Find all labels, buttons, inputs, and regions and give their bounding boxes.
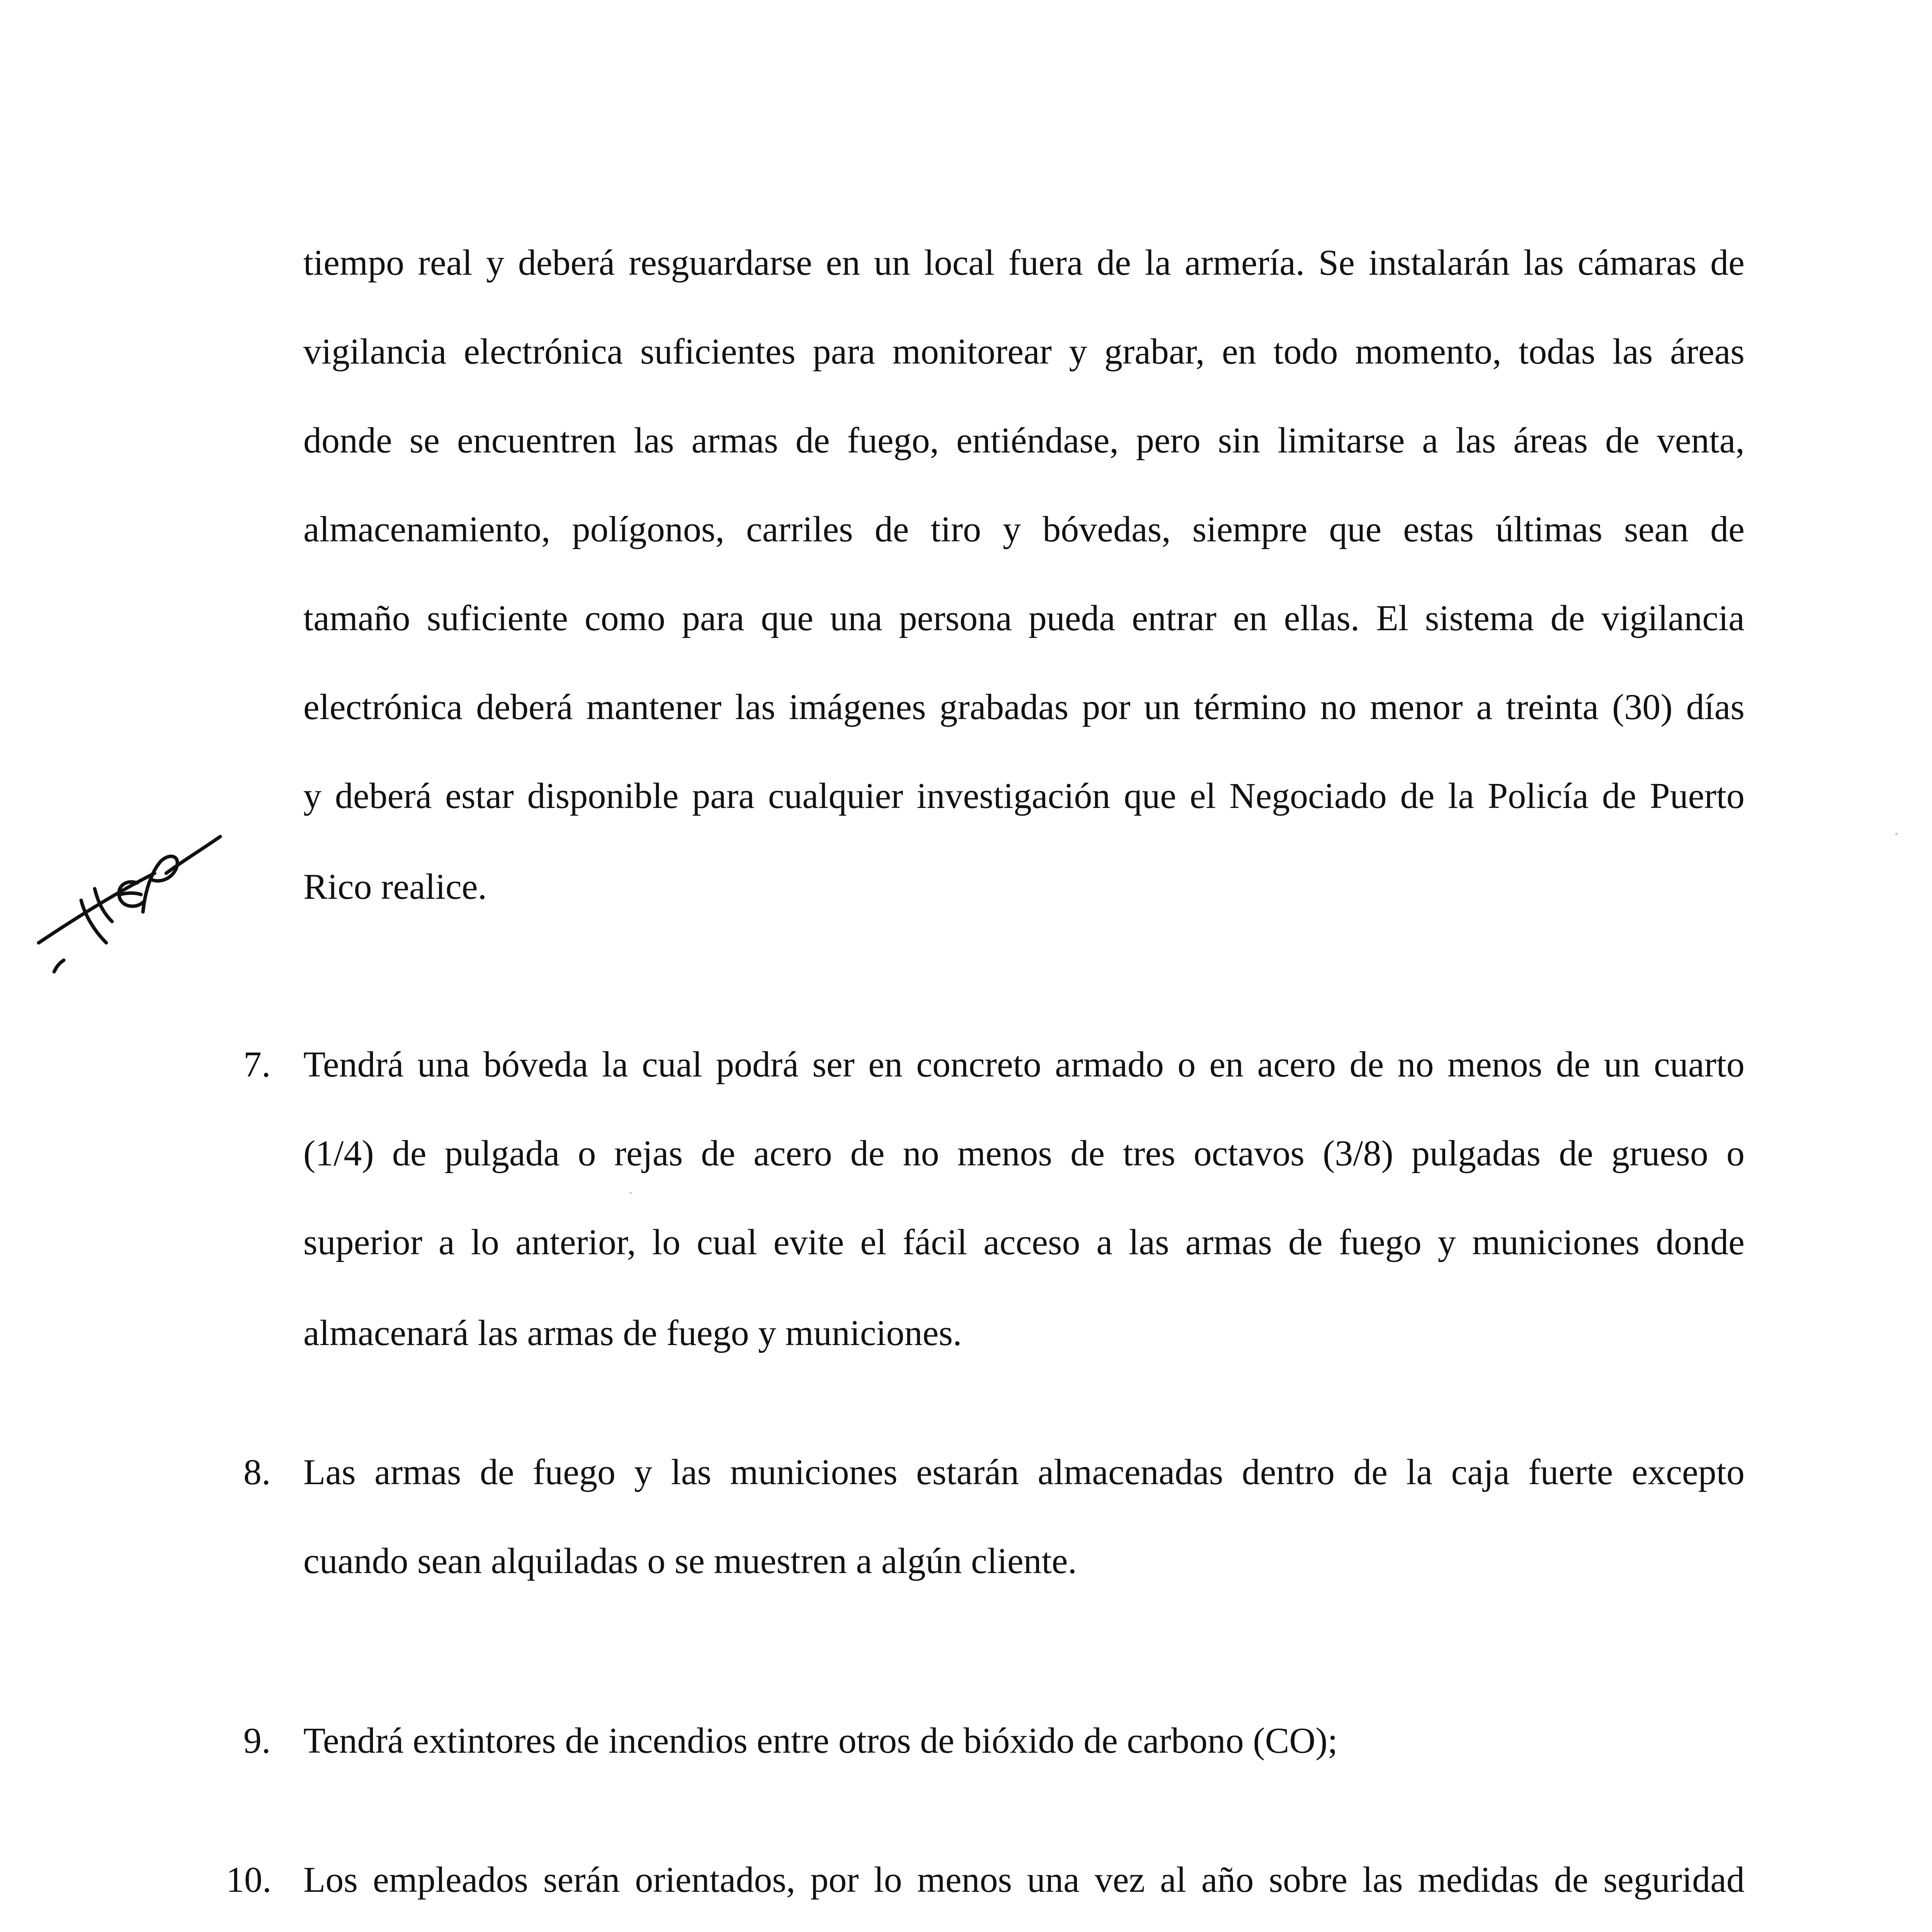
item-text-line: (1/4) de pulgada o rejas de acero de no menos de tres octavos (3/8) pulgadas de grueso o — [303, 1133, 1745, 1173]
item-text-line: Tendrá una bóveda la cual podrá ser en concreto armado o en acero de no menos de un cuarto — [303, 1044, 1745, 1085]
body-text-line: tamaño suficiente como para que una persona pueda entrar en ellas. El sistema de vigilancia — [303, 598, 1745, 638]
item-text-line: cuando sean alquiladas o se muestren a algún cliente. — [303, 1541, 1077, 1581]
item-text-line: Tendrá extintores de incendios entre otros de bióxido de carbono (CO); — [303, 1721, 1338, 1761]
item-text-line: Los empleados serán orientados, por lo menos una vez al año sobre las medidas de seguridad — [303, 1860, 1745, 1900]
body-text-line: donde se encuentren las armas de fuego, entiéndase, pero sin limitarse a las áreas de venta, — [303, 420, 1745, 461]
scan-speck — [630, 1192, 632, 1194]
body-text-line: vigilancia electrónica suficientes para monitorear y grabar, en todo momento, todas las áreas — [303, 332, 1745, 372]
body-text-line: electrónica deberá mantener las imágenes grabadas por un término no menor a treinta (30) días — [303, 687, 1745, 727]
item-text-line: superior a lo anterior, lo cual evite el fácil acceso a las armas de fuego y municiones donde — [303, 1222, 1745, 1262]
body-text-line: almacenamiento, polígonos, carriles de tiro y bóvedas, siempre que estas últimas sean de — [303, 509, 1745, 549]
signature-stroke — [166, 837, 220, 873]
handwritten-initials-signature — [27, 815, 228, 978]
signature-stroke — [54, 960, 64, 972]
item-text-line: almacenará las armas de fuego y municiones. — [303, 1313, 962, 1353]
body-text-line: tiempo real y deberá resguardarse en un local fuera de la armería. Se instalarán las cámaras de — [303, 243, 1745, 283]
body-text-line: Rico realice. — [303, 867, 487, 907]
body-text-line: y deberá estar disponible para cualquier investigación que el Negociado de la Policía de Puerto — [303, 776, 1745, 816]
signature-stroke — [143, 856, 177, 912]
item-number: 9. — [243, 1721, 271, 1761]
item-number: 10. — [226, 1860, 272, 1900]
item-number: 7. — [243, 1044, 271, 1085]
item-text-line: Las armas de fuego y las municiones estarán almacenadas dentro de la caja fuerte excepto — [303, 1452, 1745, 1492]
scan-speck — [1895, 833, 1898, 835]
item-number: 8. — [243, 1452, 271, 1492]
